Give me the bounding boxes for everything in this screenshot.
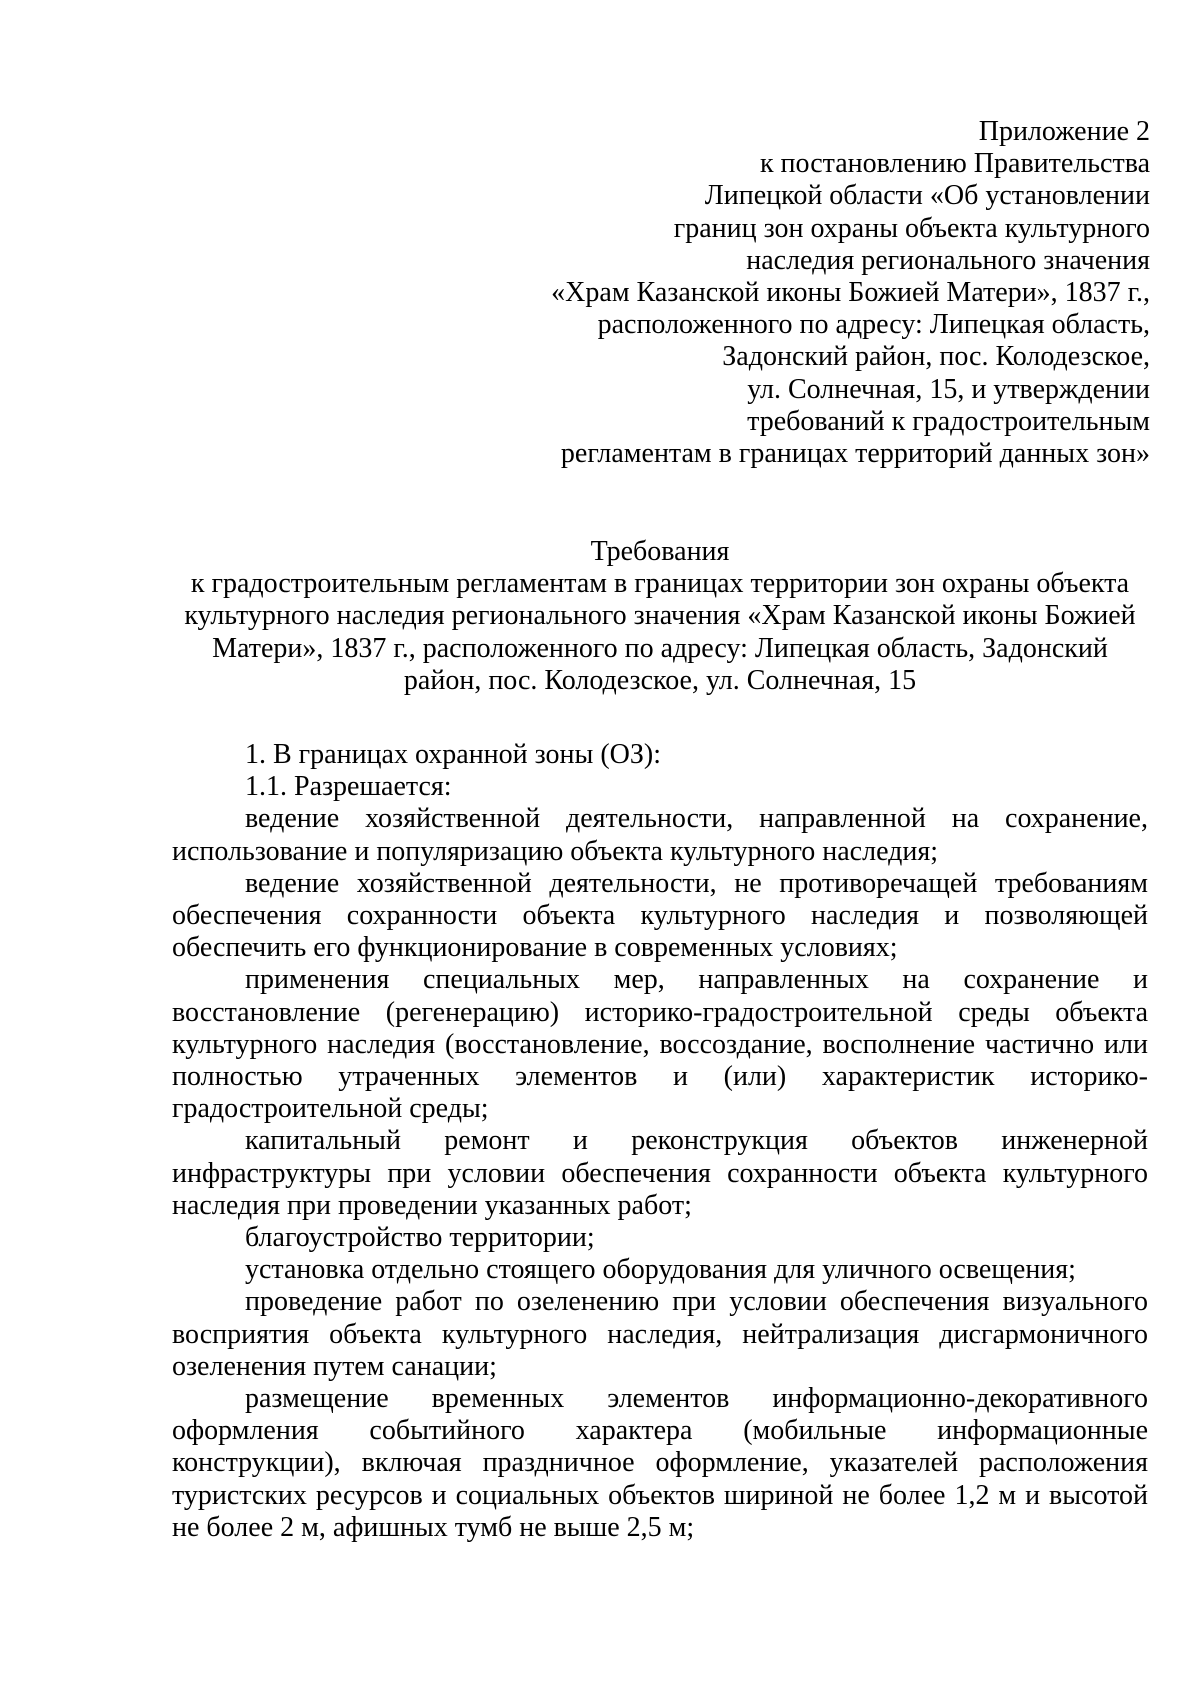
appendix-line: наследия регионального значения [746, 244, 1150, 276]
list-item: ведение хозяйственной деятельности, направленной на сохранение, использование и популяризацию объекта культурного наследия; [172, 803, 1148, 867]
list-item: применения специальных мер, направленных на сохранение и восстановление (регенерацию) историко-градостроительной среды объекта культурного наследия (восстановление, воссоздание, восполнение частично или полностью утраченных элементов и (или) характеристик историко-градостроительной среды; [172, 964, 1148, 1125]
appendix-line: Липецкой области «Об установлении [704, 180, 1150, 212]
document-body [172, 739, 1148, 1544]
list-item: капитальный ремонт и реконструкция объектов инженерной инфраструктуры при условии обеспечения сохранности объекта культурного наследия при проведении указанных работ; [172, 1125, 1148, 1221]
list-item: размещение временных элементов информационно-декоративного оформления событийного характера (мобильные информационные конструкции), включая праздничное оформление, указателей расположения туристских ресурсов и социальных объектов шириной не более 1,2 м и высотой не более 2 м, афишных тумб не выше 2,5 м; [172, 1383, 1148, 1543]
section-heading: 1. В границах охранной зоны (ОЗ): [245, 739, 662, 770]
list-item: проведение работ по озеленению при условии обеспечения визуального восприятия объекта культурного наследия, нейтрализация дисгармоничного озеленения путем санации; [172, 1286, 1148, 1382]
appendix-line: расположенного по адресу: Липецкая область, [597, 309, 1150, 341]
title-line: район, пос. Колодезское, ул. Солнечная, 15 [403, 664, 917, 696]
title-line: культурного наследия регионального значения «Храм Казанской иконы Божией [184, 600, 1136, 632]
appendix-line: Приложение 2 [978, 116, 1150, 147]
title-line: Требования [590, 536, 730, 567]
appendix-line: ул. Солнечная, 15, и утверждении [747, 373, 1150, 405]
appendix-line: «Храм Казанской иконы Божией Матери», 1837 г., [551, 277, 1150, 309]
appendix-line: регламентам в границах территорий данных зон» [560, 438, 1150, 470]
list-item: ведение хозяйственной деятельности, не противоречащей требованиям обеспечения сохранности объекта культурного наследия и позволяющей обеспечить его функционирование в современных условиях; [172, 867, 1148, 964]
appendix-line: границ зон охраны объекта культурного [673, 212, 1150, 244]
subsection-heading: 1.1. Разрешается: [245, 771, 452, 803]
appendix-line: требований к градостроительным [747, 405, 1150, 437]
list-item: благоустройство территории; [245, 1222, 595, 1254]
appendix-line: Задонский район, пос. Колодезское, [722, 341, 1150, 373]
title-line: к градостроительным регламентам в границах территории зон охраны объекта [190, 568, 1130, 600]
appendix-line: к постановлению Правительства [759, 148, 1150, 180]
document-title [172, 536, 1148, 697]
title-line: Матери», 1837 г., расположенного по адресу: Липецкая область, Задонский [212, 632, 1108, 664]
list-item: установка отдельно стоящего оборудования для уличного освещения; [245, 1254, 1076, 1286]
appendix-header [450, 116, 1150, 470]
